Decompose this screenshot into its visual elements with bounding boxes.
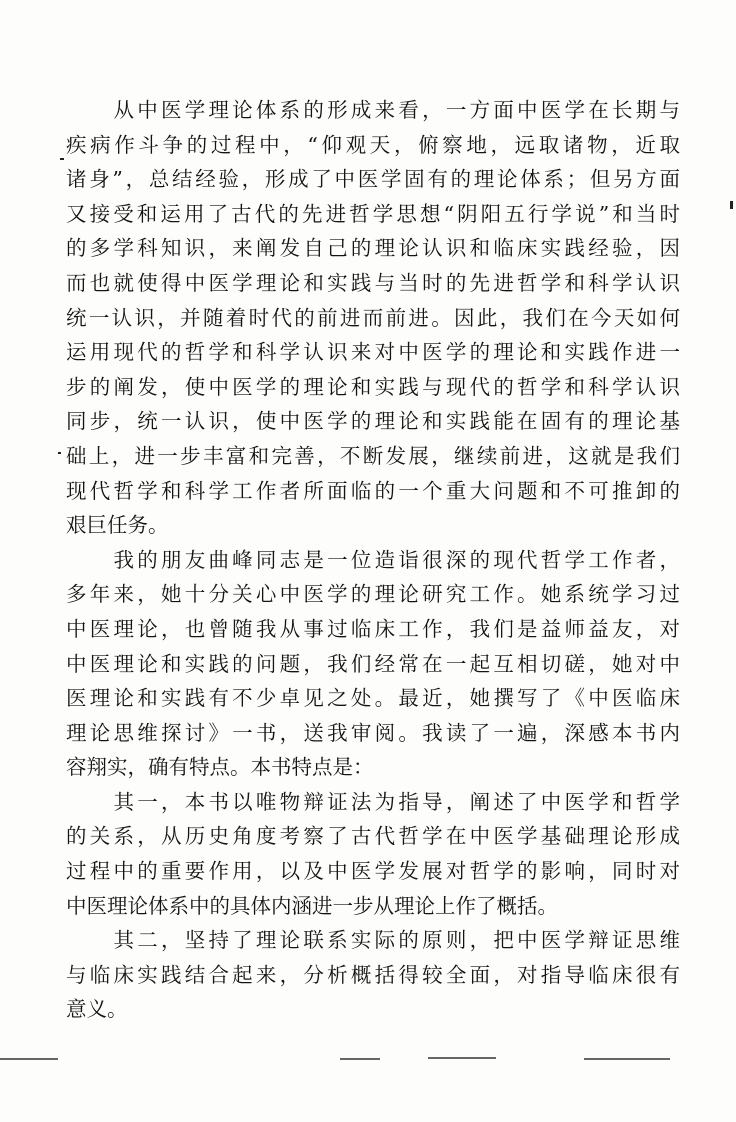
text-line: 又接受和运用了古代的先进哲学思想“阴阳五行学说”和当时 bbox=[66, 201, 680, 226]
text-line: 步的阐发，使中医学的理论和实践与现代的哲学和科学认识 bbox=[66, 374, 680, 399]
text-line: 其一，本书以唯物辩证法为指导，阐述了中医学和哲学 bbox=[66, 789, 680, 814]
scan-edge-noise bbox=[340, 1058, 380, 1060]
scan-edge-noise bbox=[584, 1058, 670, 1060]
text-line: 从中医学理论体系的形成来看，一方面中医学在长期与 bbox=[66, 98, 680, 122]
text-line: 中医理论，也曾随我从事过临床工作，我们是益师益友，对 bbox=[66, 616, 680, 641]
text-line: 我的朋友曲峰同志是一位造诣很深的现代哲学工作者， bbox=[66, 547, 680, 572]
text-line: 运用现代的哲学和科学认识来对中医学的理论和实践作进一 bbox=[66, 340, 680, 365]
paragraph-2 bbox=[66, 543, 680, 785]
text-line: 的多学科知识，来阐发自己的理论认识和临床实践经验，因 bbox=[66, 236, 680, 261]
scan-edge-noise bbox=[428, 1057, 496, 1059]
text-line: 理论思维探讨》一书，送我审阅。我读了一遍，深感本书内 bbox=[66, 720, 680, 745]
text-line: 的关系，从历史角度考察了古代哲学在中医学基础理论形成 bbox=[66, 824, 680, 849]
paragraph-1 bbox=[66, 93, 680, 543]
text-line: 过程中的重要作用，以及中医学发展对哲学的影响，同时对 bbox=[66, 859, 680, 884]
text-line: 中医理论体系中的具体内涵进一步从理论上作了概括。 bbox=[66, 893, 558, 918]
paragraph-3 bbox=[66, 785, 680, 923]
text-line: 艰巨任务。 bbox=[66, 513, 169, 538]
paragraph-4 bbox=[66, 923, 680, 1027]
text-line: 同步，统一认识，使中医学的理论和实践能在固有的理论基 bbox=[66, 409, 680, 434]
text-line: 医理论和实践有不少卓见之处。最近，她撰写了《中医临床 bbox=[66, 686, 680, 711]
text-line: 与临床实践结合起来，分析概括得较全面，对指导临床很有 bbox=[66, 962, 680, 987]
text-line: 意义。 bbox=[66, 997, 128, 1022]
text-line: 现代哲学和科学工作者所面临的一个重大问题和不可推卸的 bbox=[66, 478, 680, 503]
text-line: 诸身”，总结经验，形成了中医学固有的理论体系；但另方面 bbox=[66, 167, 680, 192]
text-line: 疾病作斗争的过程中，“仰观天，俯察地，远取诸物，近取 bbox=[66, 132, 680, 157]
text-line: 其二，坚持了理论联系实际的原则，把中医学辩证思维 bbox=[66, 928, 680, 953]
scan-speck bbox=[60, 158, 64, 160]
text-line: 中医理论和实践的问题，我们经常在一起互相切磋，她对中 bbox=[66, 651, 680, 676]
text-line: 多年来，她十分关心中医学的理论研究工作。她系统学习过 bbox=[66, 582, 680, 607]
body-text bbox=[66, 93, 680, 1027]
scan-speck bbox=[730, 201, 733, 209]
scan-edge-noise bbox=[0, 1058, 58, 1060]
scan-speck bbox=[58, 452, 61, 454]
text-line: 容翔实，确有特点。本书特点是： bbox=[66, 755, 374, 780]
text-line: 而也就使得中医学理论和实践与当时的先进哲学和科学认识 bbox=[66, 270, 680, 295]
text-line: 础上，进一步丰富和完善，不断发展，继续前进，这就是我们 bbox=[66, 443, 680, 468]
text-line: 统一认识，并随着时代的前进而前进。因此，我们在今天如何 bbox=[66, 305, 680, 330]
